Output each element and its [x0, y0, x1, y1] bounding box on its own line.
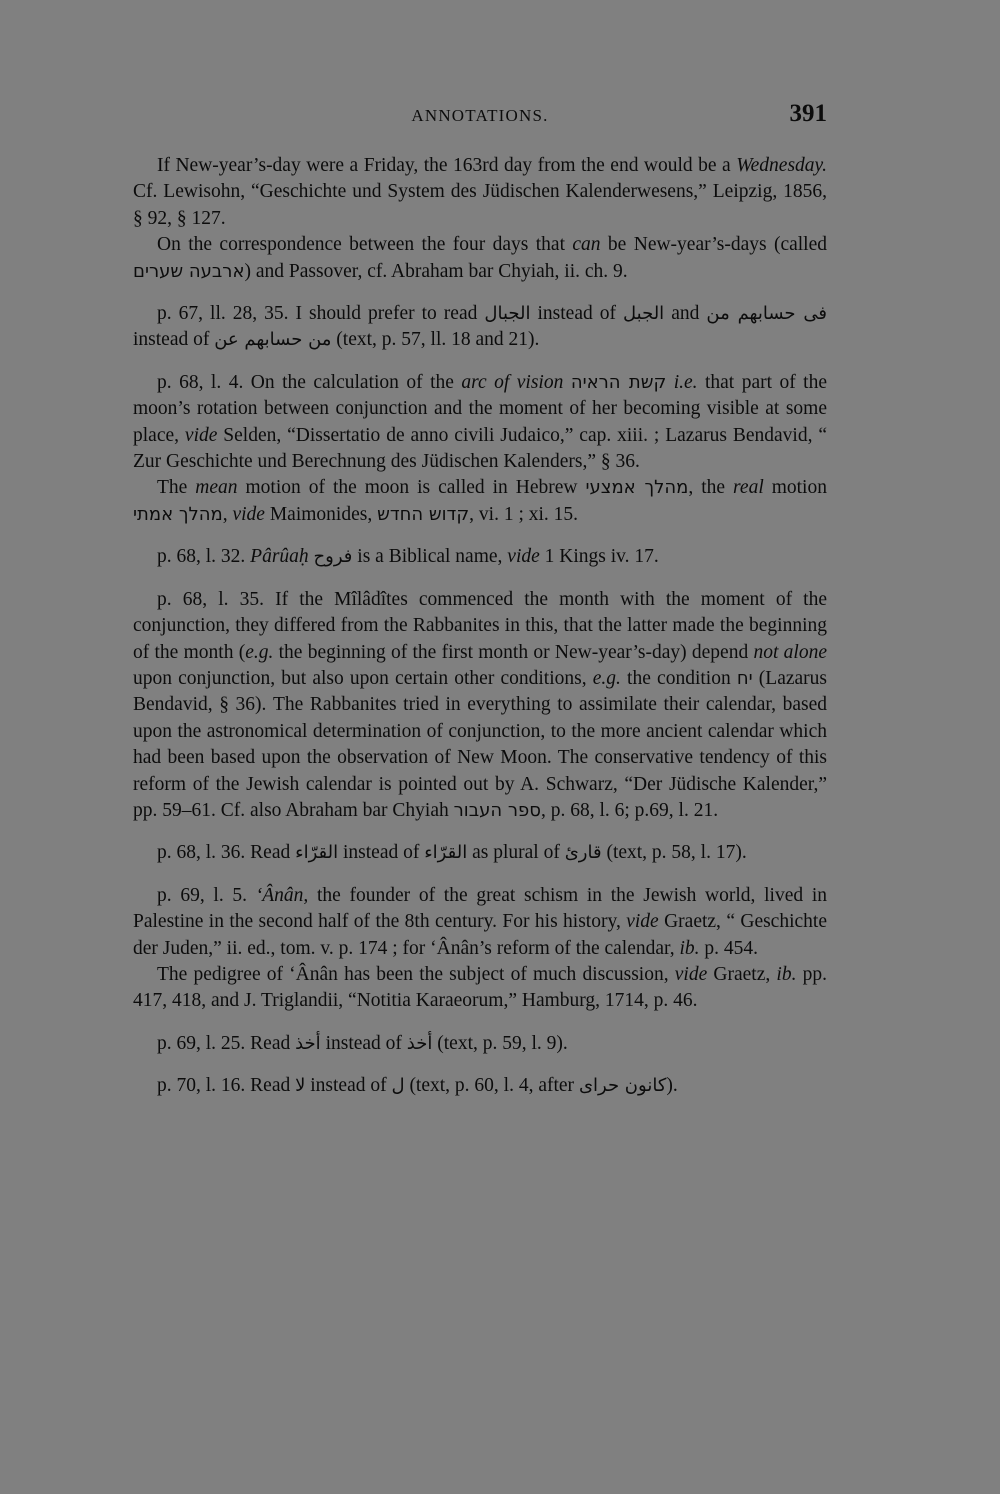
text-span: instead of — [530, 303, 624, 325]
paragraph-new-year-friday — [133, 153, 827, 232]
text-span: ) and Passover, cf. Abraham bar Chyiah, ii. ch. 9. — [244, 260, 628, 282]
text-span: as plural of — [467, 842, 565, 864]
text-span: 1 Kings iv. 17. — [539, 546, 659, 568]
annotation-p68-l32 — [133, 544, 827, 570]
running-head: ANNOTATIONS. — [411, 106, 549, 125]
arabic-word: القرّاء — [295, 842, 339, 864]
annotation-p68-l4 — [133, 370, 827, 476]
text-span: p. 69, l. 5. — [157, 884, 256, 906]
paragraph-correspondence — [133, 232, 827, 285]
text-span: (text, p. 58, l. 17). — [601, 842, 747, 864]
text-span: be New-year’s-days (called — [600, 234, 827, 256]
paragraph-mean-motion — [133, 475, 827, 528]
arabic-word: فروح — [313, 546, 353, 568]
italic-term: Wednesday. — [736, 155, 827, 176]
text-span: is a Biblical name, — [352, 546, 508, 568]
text-span: instead of — [338, 842, 425, 864]
text-span: On the correspondence between the four days that — [157, 234, 573, 256]
text-span: upon conjunction, but also upon certain other conditions, — [133, 667, 593, 689]
text-span: motion of the moon is called in Hebrew — [237, 477, 586, 499]
hebrew-word: יח — [736, 667, 753, 689]
annotation-p68-l36 — [133, 840, 827, 866]
italic-term: vide — [674, 963, 708, 985]
text-span: the beginning of the first month or New-year’s-day) depend — [273, 641, 754, 663]
text-span: instead of — [305, 1075, 392, 1097]
annotation-p67 — [133, 301, 827, 354]
arabic-word: أخذ — [295, 1032, 321, 1054]
text-span: The — [157, 477, 196, 499]
arabic-word: الجبل — [623, 303, 665, 325]
text-span: , p. 68, l. 6; p.69, l. 21. — [540, 799, 719, 821]
text-span: instead of — [133, 329, 215, 351]
text-span: ). — [666, 1075, 678, 1097]
text-span: p. 68, l. 35. If the Mîlâdîtes commenced the month with the moment of the conjunction, they differed from the Rabbanites in this, that the latter made the beginning of the month ( — [133, 588, 827, 663]
paragraph-pedigree — [133, 962, 827, 1015]
arabic-letter: لا — [295, 1075, 306, 1097]
text-span: (text, p. 60, l. 4, after — [404, 1075, 579, 1097]
arabic-phrase: فى حسابهم من — [706, 303, 828, 325]
text-span: Cf. Lewisohn, “Geschichte und System des Jüdischen Kalenderwesens,” Leipzig, 1856, § 92, § 127. — [133, 181, 827, 229]
italic-term: i.e. — [673, 371, 698, 393]
text-span — [563, 372, 570, 393]
text-span: (text, p. 59, l. 9). — [432, 1032, 568, 1054]
text-span: (text, p. 57, ll. 18 and 21). — [331, 329, 540, 351]
text-span: and — [664, 303, 707, 325]
italic-term: vide — [626, 911, 659, 933]
hebrew-phrase: מהלך אמתי — [133, 503, 223, 525]
text-span: Graetz, “ Geschichte der Juden,” ii. ed., tom. v. p. 174 ; for ‘Ânân’s reform of the calendar, — [133, 911, 827, 959]
text-span: , vi. 1 ; xi. 15. — [469, 503, 579, 525]
annotation-p69-l5 — [133, 883, 827, 962]
italic-term: mean — [195, 477, 238, 499]
text-span: p. 68, l. 32. — [157, 546, 251, 568]
annotation-p70-l16 — [133, 1073, 827, 1099]
italic-term: ib. — [679, 937, 700, 959]
italic-term: e.g. — [245, 641, 274, 663]
text-span: p. 69, l. 25. Read — [157, 1032, 296, 1054]
arabic-word: أخذ — [406, 1032, 433, 1054]
arabic-word: الجبال — [484, 303, 531, 325]
text-span: the founder of the great schism in the Jewish world, lived in Palestine in the second half of the 8th century. For his history, — [133, 884, 827, 933]
arabic-letter: ل — [391, 1075, 405, 1097]
arabic-phrase: كانون حراى — [578, 1075, 667, 1097]
text-span: pp. 417, 418, and J. Triglandii, “Notitia Karaeorum,” Hamburg, 1714, p. 46. — [133, 963, 828, 1012]
text-span: Maimonides, — [264, 503, 378, 525]
arabic-phrase: من حسابهم عن — [214, 329, 332, 351]
italic-term: Pârûaḥ — [250, 546, 309, 568]
arabic-word: قارئ — [564, 842, 602, 864]
italic-term: vide — [507, 546, 540, 568]
annotation-p68-l35 — [133, 587, 827, 825]
italic-term: real — [733, 477, 764, 499]
text-span: , the — [688, 477, 734, 499]
text-span: (Lazarus Bendavid, § 36). The Rabbanites tried in everything to assimilate their calendar, based upon the astronomical determination of conjunction, to the more ancient calendar which had been based upon the observation of New Moon. The conservative tendency of this reform of the Jewish calendar is pointed out by A. Schwarz, “Der Jüdische Kalender,” pp. 59–61. Cf. also Abraham bar Chyiah — [133, 667, 828, 821]
italic-term: can — [572, 234, 601, 256]
text-span: The pedigree of ‘Ânân has been the subject of much discussion, — [157, 963, 675, 985]
hebrew-phrase: קשת הראיה — [570, 371, 667, 393]
page-number: 391 — [789, 100, 827, 127]
italic-term: not alone — [753, 641, 827, 663]
text-span: p. 70, l. 16. Read — [157, 1075, 296, 1097]
page-header — [133, 100, 827, 134]
text-span: that part of the moon’s rotation between conjunction and the moment of her becoming visible at some place, — [133, 371, 828, 446]
text-span — [666, 372, 673, 393]
text-span: p. 67, ll. 28, 35. I should prefer to read — [157, 303, 485, 325]
annotations-body — [133, 153, 827, 1100]
text-span: , — [222, 503, 233, 525]
italic-term: ‘Ânân, — [255, 884, 309, 906]
text-span: Selden, “Dissertatio de anno civili Judaico,” cap. xiii. ; Lazarus Bendavid, “ Zur Geschichte und Berechnung des Jüdischen Kalenders,” § 36. — [133, 424, 827, 473]
italic-term: vide — [184, 424, 218, 446]
text-span: Graetz, — [707, 963, 777, 985]
text-span: instead of — [320, 1032, 407, 1054]
text-span: p. 454. — [699, 937, 759, 959]
hebrew-phrase: מהלך אמצעי — [585, 477, 689, 499]
text-span: p. 68, l. 36. Read — [157, 842, 296, 864]
text-span: motion — [763, 477, 827, 499]
italic-term: vide — [232, 503, 265, 525]
italic-term: ib. — [776, 963, 797, 985]
hebrew-phrase: קדוש החדש — [377, 503, 470, 525]
arabic-word: القرّاء — [424, 842, 468, 864]
annotation-p69-l25 — [133, 1031, 827, 1057]
italic-term: e.g. — [592, 667, 621, 689]
italic-term: arc of vision — [461, 371, 564, 393]
hebrew-phrase: ארבעה שערים — [133, 260, 245, 282]
hebrew-phrase: ספר העבור — [453, 799, 541, 821]
text-span: p. 68, l. 4. On the calculation of the — [157, 371, 462, 393]
text-span: the condition — [620, 667, 737, 689]
text-span: If New-year’s-day were a Friday, the 163rd day from the end would be a — [157, 155, 737, 176]
